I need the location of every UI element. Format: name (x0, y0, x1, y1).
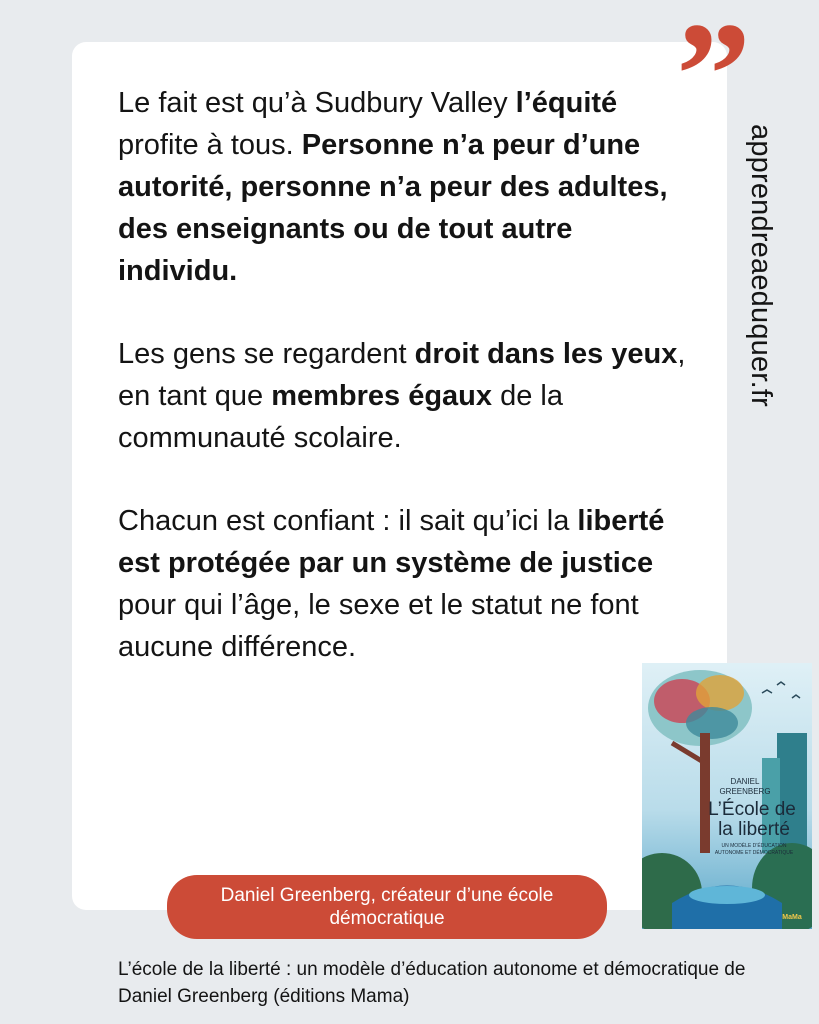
quote-emphasis: droit dans les yeux (414, 338, 678, 370)
quote-emphasis: l’équité (515, 87, 618, 119)
quote-paragraph (118, 82, 688, 292)
book-author-line1: DANIEL (730, 777, 760, 786)
book-title-line1: L’École de (708, 799, 796, 820)
publisher-logo: MaMa (782, 914, 802, 921)
quote-run: Chacun est confiant : il sait qu’ici la (118, 505, 578, 537)
author-badge (167, 875, 607, 939)
quote-run: pour qui l’âge, le sexe et le statut ne font aucune différence. (118, 589, 639, 663)
book-title-line2: la liberté (718, 819, 790, 840)
website-label: apprendreaeduquer.fr (745, 124, 777, 407)
quote-emphasis: membres égaux (271, 380, 493, 412)
book-cover[interactable] (642, 663, 812, 929)
author-badge-text: Daniel Greenberg, créateur d’une école démocratique (220, 885, 554, 929)
quote-run: profite à tous. (118, 129, 302, 161)
closing-quote-icon: ” (676, 0, 751, 158)
quote-paragraph (118, 333, 688, 459)
book-subtitle-line1: UN MODÈLE D’ÉDUCATION (721, 843, 787, 849)
quote-emphasis: Personne n’a peur d’une autorité, personne n’a peur des adultes, des enseignants ou de tout autre individu. (118, 129, 668, 287)
quote-text (118, 82, 688, 709)
quote-emphasis: liberté est protégée par un système de justice (118, 505, 665, 579)
quote-run: Le fait est qu’à Sudbury Valley (118, 87, 516, 119)
quote-run: , en tant que (118, 338, 686, 412)
book-subtitle-line2: AUTONOME ET DÉMOCRATIQUE (714, 850, 794, 856)
book-author-line2: GREENBERG (719, 787, 771, 796)
quote-run: Les gens se regardent (118, 338, 415, 370)
quote-run: de la communauté scolaire. (118, 380, 563, 454)
book-caption: L’école de la liberté : un modèle d’éducation autonome et démocratique de Daniel Greenberg (éditions Mama) (118, 959, 746, 1007)
quote-paragraph (118, 500, 688, 668)
